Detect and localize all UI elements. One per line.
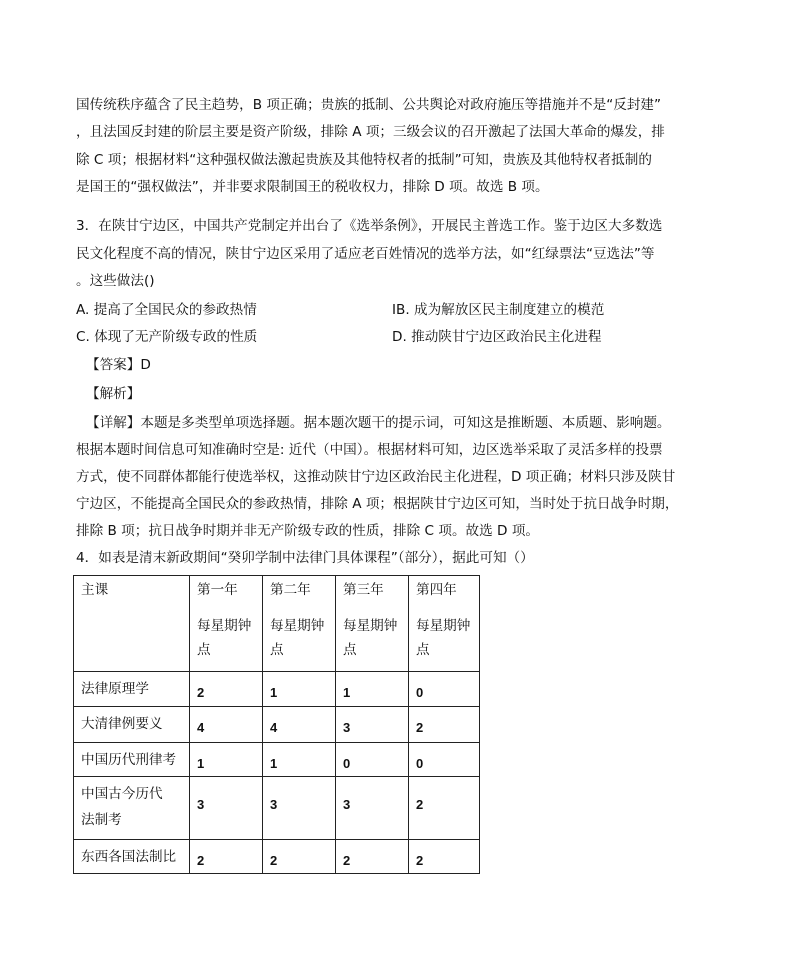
course-name: 中国历代刑律考 <box>74 743 190 777</box>
year-label: 第四年 <box>416 582 457 598</box>
hours-cell: 0 <box>409 743 480 777</box>
hours-cell: 3 <box>190 777 263 840</box>
hours-cell: 1 <box>263 672 336 707</box>
paragraph-line: 除 C 项；根据材料“这种强权做法激起贵族及其他特权者的抵制”可知，贵族及其他特权者抵制的 <box>76 152 652 168</box>
detail-line: 【详解】本题是多类型单项选择题。据本题次题干的提示词，可知这是推断题、本质题、影响题。 <box>86 415 671 431</box>
hours-cell: 2 <box>263 840 336 874</box>
answer-label: 【答案】D <box>86 357 151 373</box>
hours-cell: 2 <box>336 840 409 874</box>
course-name <box>74 777 190 840</box>
detail-line: 宁边区，不能提高全国民众的参政热情，排除 A 项；根据陕甘宁边区可知，当时处于抗日战争时期， <box>76 496 679 512</box>
table-row <box>74 777 480 840</box>
hours-cell: 4 <box>190 707 263 743</box>
hours-cell: 2 <box>409 777 480 840</box>
course-name-line: 法制考 <box>81 812 122 828</box>
header-year-4 <box>409 576 480 672</box>
unit-label: 每星期钟 <box>270 618 325 634</box>
hours-cell: 3 <box>336 777 409 840</box>
hours-cell: 2 <box>190 840 263 874</box>
year-label: 第二年 <box>270 582 311 598</box>
option-b: IB. 成为解放区民主制度建立的模范 <box>392 302 605 318</box>
option-c: C. 体现了无产阶级专政的性质 <box>76 329 258 345</box>
course-name: 东西各国法制比 <box>74 840 190 874</box>
detail-line: 根据本题时间信息可知准确时空是: 近代（中国）。根据材料可知，边区选举采取了灵活多样的投票 <box>76 442 663 458</box>
unit-label: 每星期钟 <box>343 618 398 634</box>
table-row <box>74 672 480 707</box>
hours-cell: 2 <box>409 707 480 743</box>
option-a: A. 提高了全国民众的参政热情 <box>76 302 257 318</box>
option-d: D. 推动陕甘宁边区政治民主化进程 <box>392 329 602 345</box>
course-name-line: 中国古今历代 <box>81 786 163 802</box>
unit-label: 点 <box>197 642 211 658</box>
hours-cell: 0 <box>409 672 480 707</box>
unit-label: 每星期钟 <box>416 618 471 634</box>
hours-cell: 4 <box>263 707 336 743</box>
header-year-3 <box>336 576 409 672</box>
unit-label: 点 <box>270 642 284 658</box>
table-row <box>74 840 480 874</box>
question3-line: 3．在陕甘宁边区，中国共产党制定并出台了《选举条例》，开展民主普选工作。鉴于边区大多数选 <box>76 218 663 234</box>
course-table <box>73 575 480 874</box>
paragraph-line: 国传统秩序蕴含了民主趋势，B 项正确；贵族的抵制、公共舆论对政府施压等措施并不是“反封建” <box>76 97 662 113</box>
course-name: 法律原理学 <box>74 672 190 707</box>
hours-cell: 0 <box>336 743 409 777</box>
hours-cell: 2 <box>190 672 263 707</box>
question3-line: 。这些做法() <box>76 273 155 289</box>
analysis-label: 【解析】 <box>86 386 141 402</box>
hours-cell: 1 <box>190 743 263 777</box>
year-label: 第三年 <box>343 582 384 598</box>
paragraph-line: 是国王的“强权做法”，并非要求限制国王的税收权力，排除 D 项。故选 B 项。 <box>76 179 549 195</box>
table-header-row <box>74 576 480 672</box>
table-row <box>74 707 480 743</box>
header-main-label: 主课 <box>81 582 109 598</box>
question3-line: 民文化程度不高的情况，陕甘宁边区采用了适应老百姓情况的选举方法，如“红绿票法“豆选法”等 <box>76 246 655 262</box>
hours-cell: 2 <box>409 840 480 874</box>
course-name: 大清律例要义 <box>74 707 190 743</box>
header-main <box>74 576 190 672</box>
hours-cell: 3 <box>263 777 336 840</box>
unit-label: 点 <box>343 642 357 658</box>
hours-cell: 3 <box>336 707 409 743</box>
table-row <box>74 743 480 777</box>
unit-label: 点 <box>416 642 430 658</box>
detail-line: 排除 B 项；抗日战争时期并非无产阶级专政的性质，排除 C 项。故选 D 项。 <box>76 523 540 539</box>
question4-line: 4．如表是清末新政期间“癸卯学制中法律门具体课程”（部分），据此可知（） <box>76 550 534 566</box>
header-year-1 <box>190 576 263 672</box>
hours-cell: 1 <box>263 743 336 777</box>
header-year-2 <box>263 576 336 672</box>
detail-line: 方式，使不同群体都能行使选举权，这推动陕甘宁边区政治民主化进程，D 项正确；材料只涉及陕甘 <box>76 469 676 485</box>
hours-cell: 1 <box>336 672 409 707</box>
year-label: 第一年 <box>197 582 238 598</box>
unit-label: 每星期钟 <box>197 618 252 634</box>
paragraph-line: ，且法国反封建的阶层主要是资产阶级，排除 A 项；三级会议的召开激起了法国大革命的爆发，排 <box>76 124 665 140</box>
